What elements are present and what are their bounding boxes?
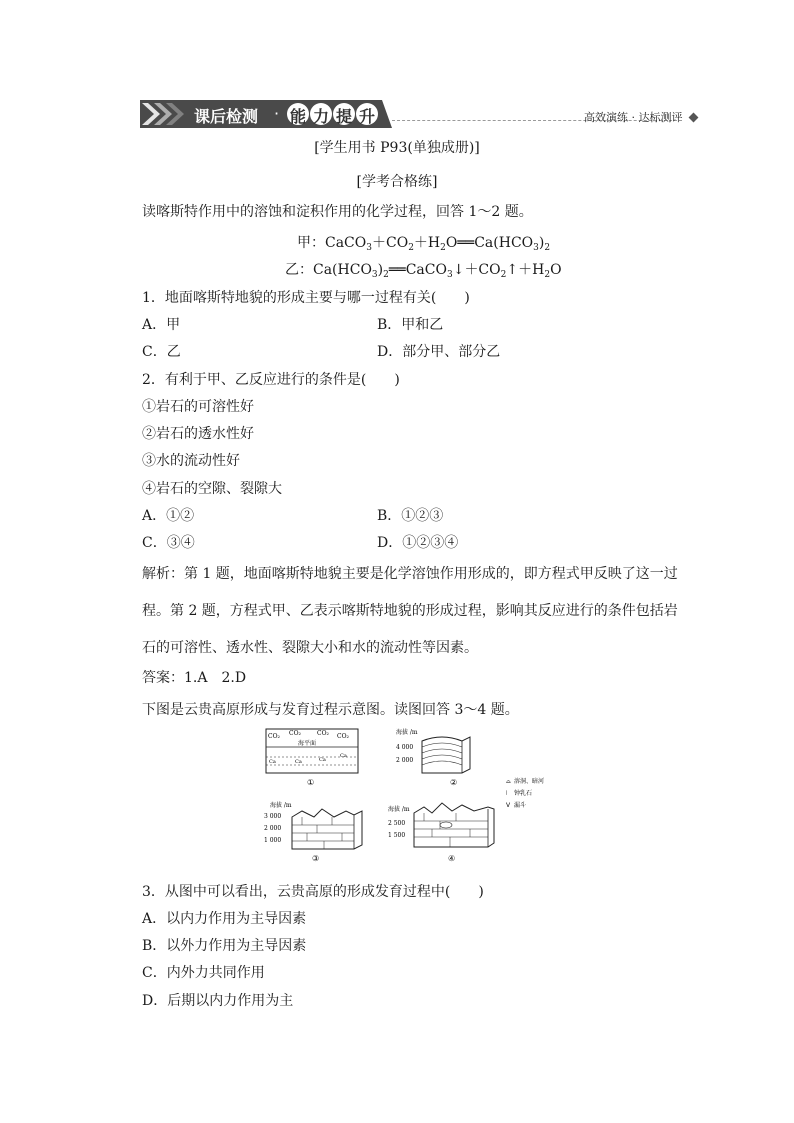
- q1-option-a: A．甲: [142, 317, 181, 333]
- p2-number: ②: [450, 778, 458, 787]
- q2-option-b: B．①②③: [377, 508, 444, 524]
- p4-axis: 海拔 /m: [388, 806, 410, 813]
- banner-badge-1: 能: [290, 107, 307, 126]
- q3-option-a: A．以内力作用为主导因素: [142, 911, 307, 927]
- p3-tick-1: 3 000: [264, 813, 282, 820]
- banner-title: 课后检测: [194, 107, 259, 126]
- figure-intro: 下图是云贵高原形成与发育过程示意图。读图回答 3～4 题。: [142, 702, 519, 718]
- p1-co2-1: CO₂: [268, 733, 280, 740]
- legend-sinkhole-icon: ᐯ: [506, 802, 511, 809]
- q1-option-c: C．乙: [142, 344, 181, 360]
- p1-ca-4: Ca: [340, 753, 347, 759]
- p3-tick-3: 1 000: [264, 837, 282, 844]
- panel-3-block: [292, 809, 362, 849]
- legend-sinkhole-label: 漏斗: [514, 802, 527, 809]
- panel-4-block: [414, 803, 494, 847]
- q2-option-a: A．①②: [142, 508, 195, 524]
- p2-tick-2: 2 000: [396, 757, 414, 764]
- karst-formation-figure: [262, 725, 562, 863]
- banner-dot: ·: [274, 104, 280, 123]
- p2-axis: 海拔 /m: [396, 729, 418, 736]
- legend-stalactite-label: 钟乳石: [514, 790, 533, 797]
- banner-badge-2: 力: [313, 107, 330, 126]
- q3-option-d: D．后期以内力作用为主: [142, 993, 294, 1009]
- equation-yi: 乙：$Ca(HCO_3)_2══CaCO_3↓+CO_2↑+H_2O$: [285, 262, 562, 280]
- q2-item-1: ①岩石的可溶性好: [142, 399, 254, 415]
- q1-stem: 1．地面喀斯特地貌的形成主要与哪一过程有关( ): [142, 290, 470, 306]
- p4-tick-1: 2 500: [388, 820, 406, 827]
- q2-item-2: ②岩石的透水性好: [142, 426, 254, 442]
- p1-co2-2: CO₂: [289, 730, 301, 737]
- q2-item-4: ④岩石的空隙、裂隙大: [142, 481, 282, 497]
- q3-stem: 3．从图中可以看出，云贵高原的形成发育过程中( ): [142, 884, 484, 900]
- legend-cave-label: 溶洞、暗河: [514, 778, 545, 785]
- section-banner: [140, 100, 392, 128]
- equation-jia: 甲：$CaCO_3+CO_2+H_2O══Ca(HCO_3)_2$: [297, 235, 551, 253]
- p1-co2-3: CO₂: [317, 730, 329, 737]
- diamond-icon: [689, 113, 699, 123]
- q2-stem: 2．有利于甲、乙反应进行的条件是( ): [142, 372, 400, 388]
- header-right-text: 高效演练 · 达标测评: [584, 111, 683, 124]
- banner-badge-3: 提: [336, 107, 353, 126]
- p4-number: ④: [448, 854, 456, 863]
- book-reference: [学生用书 P93(单独成册)]: [314, 140, 480, 156]
- p3-number: ③: [312, 854, 320, 863]
- p4-tick-2: 1 500: [388, 832, 406, 839]
- analysis-paragraph: 解析：第 1 题，地面喀斯特地貌主要是化学溶蚀作用形成的，即方程式甲反映了这一过程。第 2 题，方程式甲、乙表示喀斯特地貌的形成过程，影响其反应进行的条件包括岩石的可溶性、透水性、裂隙大小和水的流动性等因素。: [142, 566, 678, 656]
- p1-co2-4: CO₂: [337, 733, 349, 740]
- q1-option-d: D．部分甲、部分乙: [377, 344, 501, 360]
- q3-option-c: C．内外力共同作用: [142, 965, 265, 981]
- p1-number: ①: [307, 778, 315, 787]
- p3-tick-2: 2 000: [264, 825, 282, 832]
- p3-axis: 海拔 /m: [270, 802, 292, 809]
- legend-stalactite-icon: ⦚: [506, 790, 508, 797]
- banner-badge-4: 升: [359, 107, 376, 126]
- p2-tick-1: 4 000: [396, 744, 414, 751]
- answer-line: 答案：1.A 2.D: [142, 670, 247, 686]
- q2-option-c: C．③④: [142, 535, 195, 551]
- panel-2-block: [422, 737, 470, 773]
- p1-sea-level: 海平面: [298, 740, 317, 747]
- q3-option-b: B．以外力作用为主导因素: [142, 938, 307, 954]
- legend-cave-icon: ⌓: [506, 778, 511, 785]
- q1-option-b: B．甲和乙: [377, 317, 444, 333]
- p1-ca-3: Ca: [319, 757, 326, 763]
- q2-option-d: D．①②③④: [377, 535, 459, 551]
- q2-item-3: ③水的流动性好: [142, 453, 240, 469]
- intro-text: 读喀斯特作用中的溶蚀和淀积作用的化学过程，回答 1～2 题。: [142, 204, 533, 220]
- p1-ca-1: Ca: [269, 759, 276, 765]
- section-title: [学考合格练]: [356, 174, 438, 190]
- p1-ca-2: Ca: [295, 759, 302, 765]
